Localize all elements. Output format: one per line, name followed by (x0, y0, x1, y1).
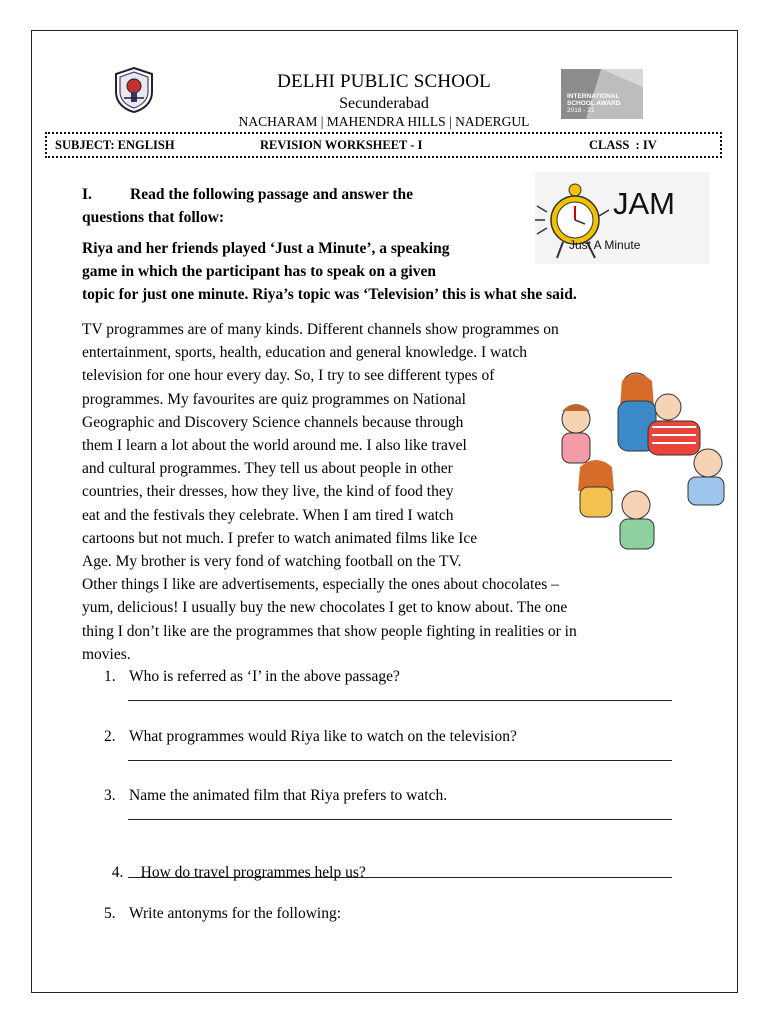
subject-label: SUBJECT: ENGLISH (55, 138, 175, 152)
instruction-line-2: questions that follow: (82, 209, 225, 226)
passage-body (82, 318, 674, 666)
award-line-3: 2018 - 21 (567, 107, 595, 114)
award-badge (561, 69, 643, 119)
passage-line: movies. (82, 645, 131, 663)
passage-line: Geographic and Discovery Science channels because through (82, 413, 464, 431)
passage-line: thing I don’t like are the programmes that show people fighting in realities or in (82, 622, 577, 640)
jam-title: JAM (613, 186, 675, 221)
class-label: CLASS : IV (589, 138, 657, 152)
passage-intro (82, 237, 577, 306)
question-2 (104, 728, 517, 746)
passage-line: Age. My brother is very fond of watching football on the TV. (82, 553, 462, 571)
school-name: DELHI PUBLIC SCHOOL (277, 71, 491, 92)
passage-line: Other things I like are advertisements, especially the ones about chocolates – (82, 576, 559, 594)
worksheet-label: REVISION WORKSHEET - I (260, 138, 423, 152)
question-number: 4. (111, 864, 124, 881)
award-line-1: INTERNATIONAL (567, 93, 620, 100)
intro-line: topic for just one minute. Riya’s topic was ‘Television’ this is what she said. (82, 286, 577, 303)
question-text: How do travel programmes help us? (136, 864, 366, 881)
passage-line: countries, their dresses, how they live, the kind of food they (82, 483, 454, 501)
answer-line-4[interactable] (128, 877, 672, 878)
passage-line: eat and the festivals they celebrate. When I am tired I watch (82, 506, 454, 524)
passage-line: TV programmes are of many kinds. Different channels show programmes on (82, 321, 559, 338)
question-3 (104, 787, 447, 805)
intro-line: Riya and her friends played ‘Just a Minute’, a speaking (82, 240, 450, 257)
school-city: Secunderabad (339, 95, 429, 112)
school-branches: NACHARAM | MAHENDRA HILLS | NADERGUL (238, 114, 530, 129)
passage-line: entertainment, sports, health, education and general knowledge. I watch (82, 344, 528, 362)
jam-subtitle: Just A Minute (569, 238, 641, 252)
passage-line: cartoons but not much. I prefer to watch animated films like Ice (82, 529, 478, 547)
passage-line: television for one hour every day. So, I try to see different types of (82, 367, 495, 385)
section-number: I. (82, 186, 92, 203)
question-text: Name the animated film that Riya prefers to watch. (129, 787, 448, 804)
question-text: What programmes would Riya like to watch on the television? (129, 728, 517, 745)
question-text: Write antonyms for the following: (129, 905, 342, 922)
answer-line-3[interactable] (128, 819, 672, 820)
question-number: 5. (104, 905, 116, 922)
instruction-line-1: Read the following passage and answer the (130, 186, 414, 203)
section-instruction (82, 183, 522, 229)
question-number: 3. (104, 787, 116, 804)
question-1 (104, 668, 400, 686)
passage-line: yum, delicious! I usually buy the new chocolates I get to know about. The one (82, 599, 568, 617)
answer-line-2[interactable] (128, 760, 672, 761)
passage-line: and cultural programmes. They tell us about people in other (82, 460, 453, 478)
intro-line: game in which the participant has to speak on a given (82, 263, 436, 280)
subject-bar (45, 132, 722, 158)
question-number: 1. (104, 668, 116, 685)
award-line-2: SCHOOL AWARD (567, 100, 621, 107)
passage-line: them I learn a lot about the world around me. I also like travel (82, 437, 467, 455)
passage-line: programmes. My favourites are quiz programmes on National (82, 390, 466, 408)
answer-line-1[interactable] (128, 700, 672, 701)
question-number: 2. (104, 728, 116, 745)
question-text: Who is referred as ‘I’ in the above passage? (129, 668, 400, 685)
question-5 (104, 905, 341, 923)
